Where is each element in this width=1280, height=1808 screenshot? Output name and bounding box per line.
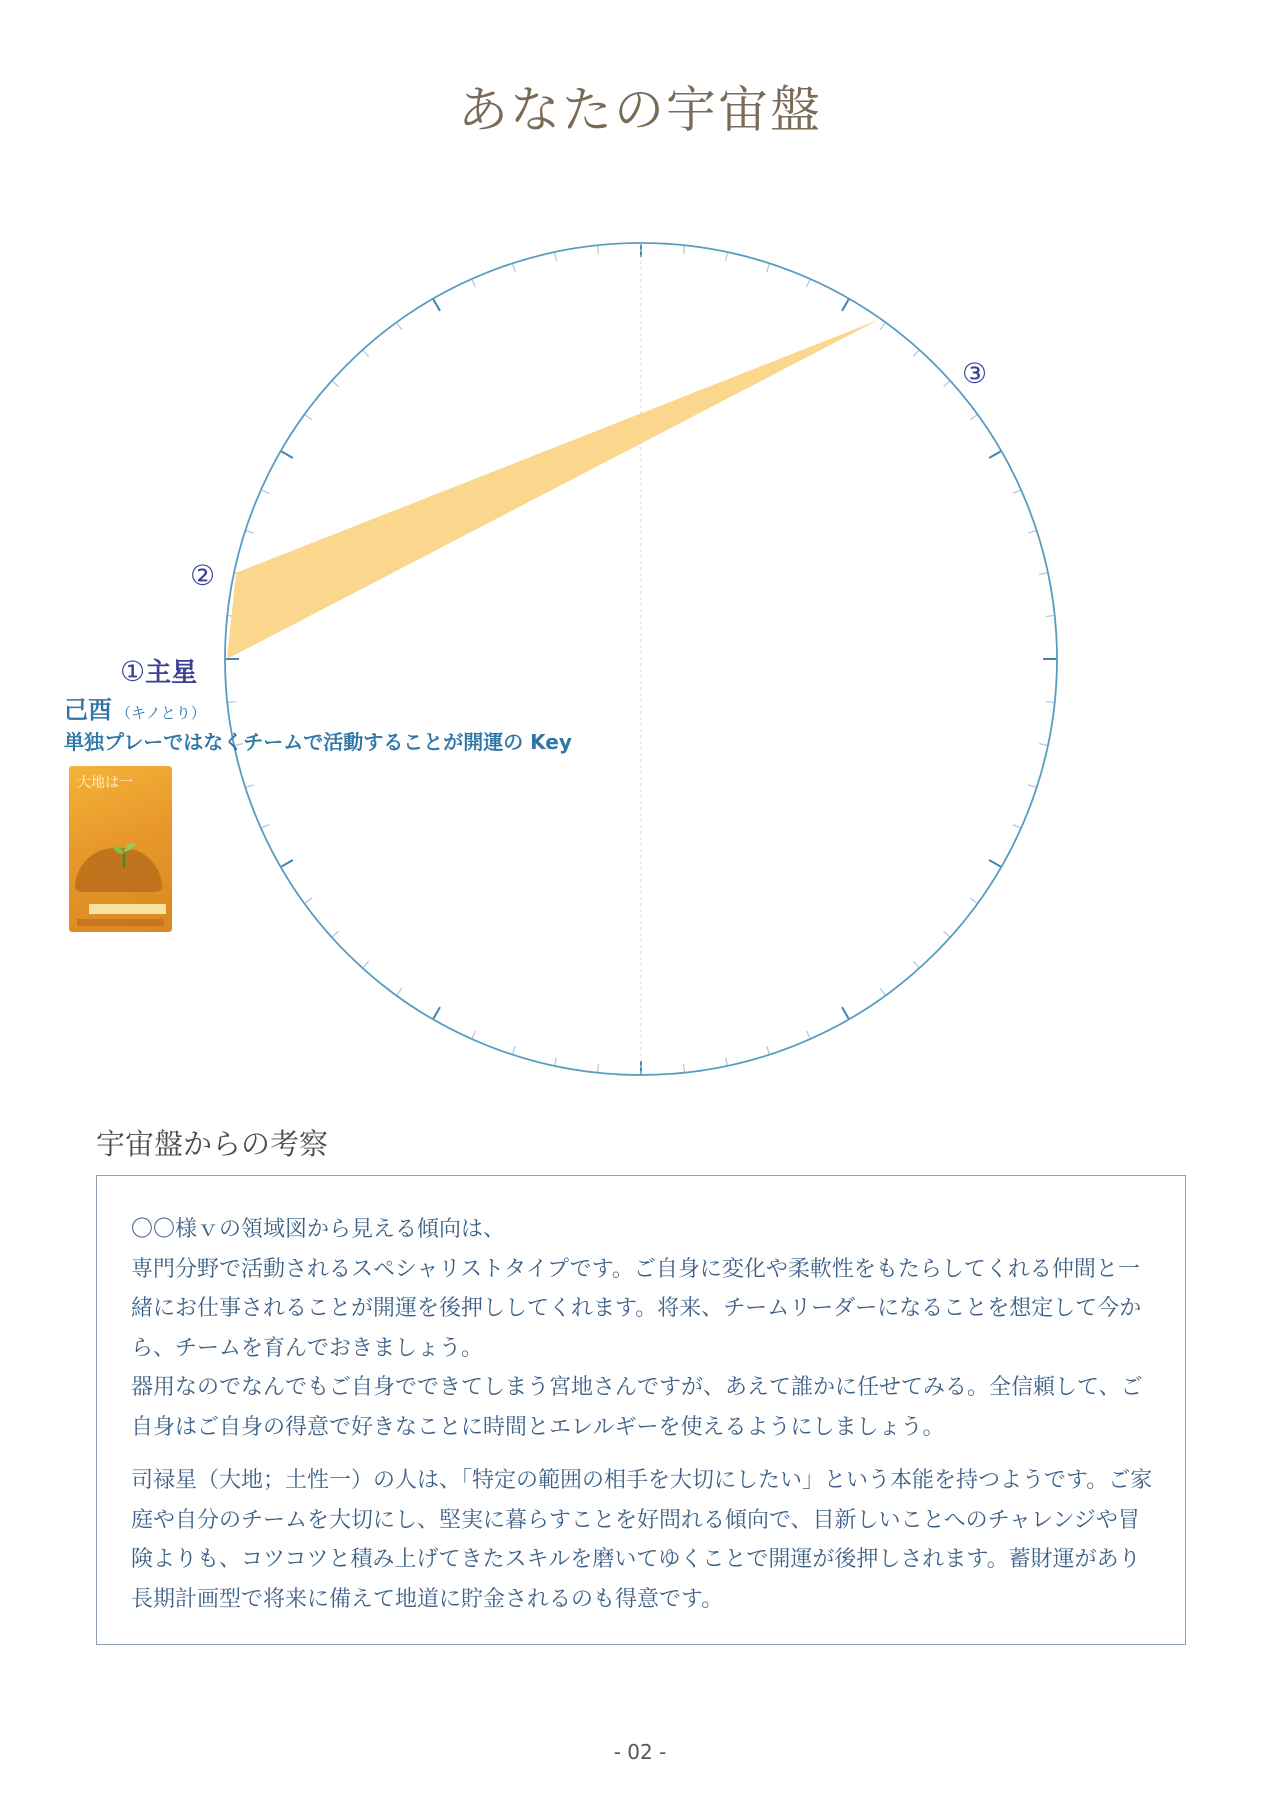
star-card-title: 大地は一: [77, 775, 133, 791]
dial-minor-tick: [245, 530, 254, 533]
star-card-footer: [77, 919, 164, 926]
dial-major-tick: [281, 451, 293, 458]
dial-minor-tick: [767, 263, 770, 272]
dial-minor-tick: [555, 1057, 557, 1066]
dial-minor-tick: [304, 414, 311, 419]
dial-minor-tick: [767, 1046, 770, 1055]
insight-heading: 宇宙盤からの考察: [96, 1127, 329, 1161]
dial-minor-tick: [807, 1031, 811, 1039]
dial-minor-tick: [1046, 616, 1055, 617]
dial-major-tick: [281, 860, 293, 867]
main-star-key: 単独プレーではなくチームで活動することが開運の Key: [64, 730, 572, 754]
dial-minor-tick: [880, 322, 885, 329]
dial-minor-tick: [598, 245, 599, 254]
dial-minor-tick: [363, 350, 369, 357]
dial-minor-tick: [880, 988, 885, 995]
dial-minor-tick: [943, 381, 950, 387]
dial-minor-tick: [472, 279, 476, 287]
dial-minor-tick: [1039, 744, 1048, 746]
insight-paragraph-1: 〇〇様ｖの領域図から見える傾向は、 専門分野で活動されるスペシャリストタイプです。ご自身に変化や柔軟性をもたらしてくれる仲間と一緒にお仕事されることが開運を後押ししてくれます。将来、チームリーダーになることを想定して今から、チームを育んでおきましょう。 器用なのでなんでもご自身でできてしまう宮地さんですが、あえて誰かに任せてみる。全信頼して、ご自身はご自身の得意で好きなことに時間とエレルギーを使えるようにしましょう。: [131, 1217, 1143, 1440]
main-star-name: [64, 690, 206, 725]
dial-minor-tick: [1028, 785, 1037, 788]
dial-minor-tick: [245, 785, 254, 788]
dial-minor-tick: [472, 1031, 476, 1039]
marker-2: ②: [190, 559, 216, 592]
marker-3: ③: [962, 357, 988, 390]
dial-minor-tick: [598, 1064, 599, 1073]
dial-minor-tick: [943, 931, 950, 937]
dial-region-shape: [227, 320, 879, 659]
dial-minor-tick: [512, 263, 515, 272]
insight-paragraph-2: 司禄星（大地；土性一）の人は、「特定の範囲の相手を大切にしたい」という本能を持つようです。ご家庭や自分のチームを大切にし、堅実に暮らすことを好問れる傾向で、目新しいことへのチャレンジや冒険よりも、コツコツと積み上げてきたスキルを磨いてゆくことで開運が後押しされます。蓄財運があり長期計画型で将来に備えて地道に貯金されるのも得意です。: [131, 1468, 1153, 1612]
dial-minor-tick: [304, 898, 311, 903]
dial-major-tick: [842, 299, 849, 311]
page-title: あなたの宇宙盤: [458, 81, 822, 139]
dial-major-tick: [989, 451, 1001, 458]
dial-minor-tick: [332, 381, 339, 387]
dial-major-tick: [433, 299, 440, 311]
dial-minor-tick: [512, 1046, 515, 1055]
dial-minor-tick: [332, 931, 339, 937]
dial-minor-tick: [1046, 702, 1055, 703]
dial-minor-tick: [913, 350, 919, 357]
dial-minor-tick: [396, 988, 401, 995]
dial-minor-tick: [807, 279, 811, 287]
dial-minor-tick: [261, 490, 269, 494]
main-star-reading: （キノとり）: [116, 704, 206, 722]
dial-minor-tick: [726, 1057, 728, 1066]
dial-minor-tick: [1013, 490, 1021, 494]
dial-minor-tick: [1028, 530, 1037, 533]
main-star-marker: [120, 652, 197, 689]
dial-minor-tick: [970, 414, 977, 419]
dial-minor-tick: [913, 961, 919, 968]
dial-minor-tick: [1039, 573, 1048, 575]
dial-minor-tick: [227, 702, 236, 703]
dial-minor-tick: [684, 1064, 685, 1073]
main-star-label: 主星: [145, 658, 198, 688]
marker-1: ①: [120, 655, 146, 688]
dial-minor-tick: [726, 252, 728, 261]
sprout-icon: [109, 838, 139, 868]
dial-minor-tick: [363, 961, 369, 968]
insight-box: [96, 1175, 1186, 1645]
dial-minor-tick: [555, 252, 557, 261]
dial-major-tick: [433, 1007, 440, 1019]
dial-minor-tick: [261, 825, 269, 829]
dial-minor-tick: [396, 322, 401, 329]
dial-minor-tick: [970, 898, 977, 903]
dial-minor-tick: [1013, 825, 1021, 829]
star-card-band: [89, 904, 166, 914]
dial-major-tick: [842, 1007, 849, 1019]
dial-minor-tick: [684, 245, 685, 254]
dial-major-tick: [989, 860, 1001, 867]
page-number: - 02 -: [613, 1740, 667, 1764]
main-star-kanji: 己酉: [64, 696, 112, 724]
star-card-image: [69, 766, 172, 932]
